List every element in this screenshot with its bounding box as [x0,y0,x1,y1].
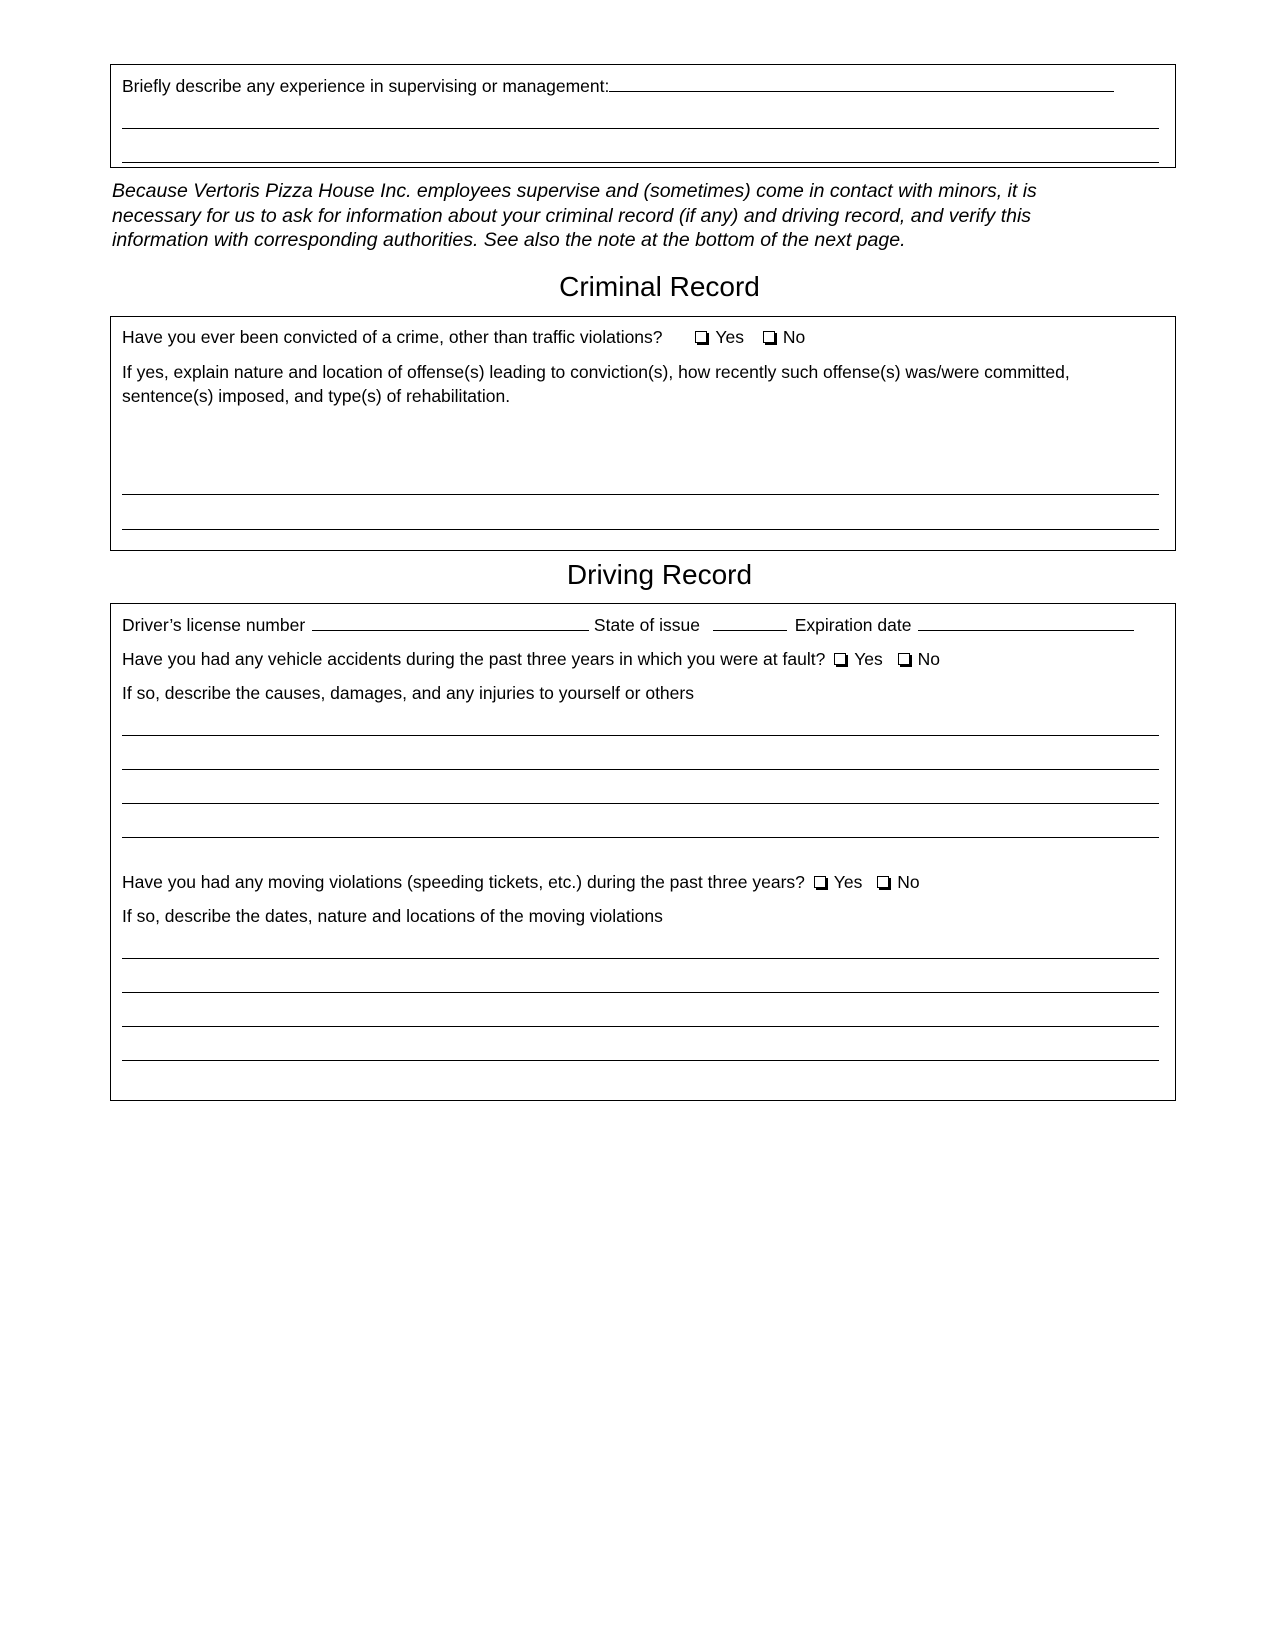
criminal-answer-line-2[interactable] [122,529,1159,530]
violations-answer-line-3[interactable] [122,1026,1159,1027]
accidents-no-label: No [917,649,941,669]
criminal-answer-line-1[interactable] [122,494,1159,495]
state-label: State of issue [593,615,700,635]
criminal-yes-option[interactable] [695,327,744,347]
criminal-record-section [110,316,1176,551]
expiration-label: Expiration date [794,615,912,635]
accidents-answer-line-1[interactable] [122,735,1159,736]
accidents-question-row [122,648,940,670]
supervision-answer-field[interactable] [609,76,1114,92]
violations-answer-line-4[interactable] [122,1060,1159,1061]
accidents-answer-line-3[interactable] [122,803,1159,804]
driving-record-heading: Driving Record [566,559,753,590]
accidents-no-checkbox[interactable] [898,653,910,665]
violations-yes-option[interactable] [814,872,863,892]
violations-question: Have you had any moving violations (speeding tickets, etc.) during the past three years? [122,872,805,892]
accidents-describe-text: If so, describe the causes, damages, and any injuries to yourself or others [122,683,694,703]
violations-question-row [122,871,920,893]
violations-no-option[interactable] [877,872,919,892]
criminal-yes-checkbox[interactable] [695,331,707,343]
accidents-yes-option[interactable] [834,649,883,669]
supervision-answer-line-3[interactable] [122,162,1159,163]
criminal-no-checkbox[interactable] [763,331,775,343]
violations-answer-line-1[interactable] [122,958,1159,959]
supervision-prompt: Briefly describe any experience in supervising or management: [122,76,610,96]
accidents-yes-label: Yes [854,649,883,669]
state-of-issue-field[interactable] [713,615,787,631]
expiration-date-field[interactable] [918,615,1134,631]
criminal-question-row [122,326,805,348]
criminal-yes-label: Yes [715,327,744,347]
accidents-answer-line-2[interactable] [122,769,1159,770]
criminal-no-label: No [782,327,806,347]
supervision-answer-line-2[interactable] [122,128,1159,129]
violations-no-label: No [897,872,920,892]
license-row [122,614,1134,636]
criminal-record-heading: Criminal Record [559,271,760,302]
accidents-no-option[interactable] [898,649,940,669]
criminal-question: Have you ever been convicted of a crime, other than traffic violations? [122,327,663,347]
violations-no-checkbox[interactable] [877,876,889,888]
accidents-answer-line-4[interactable] [122,837,1159,838]
violations-answer-line-2[interactable] [122,992,1159,993]
violations-yes-checkbox[interactable] [814,876,826,888]
violations-describe-text: If so, describe the dates, nature and locations of the moving violations [122,906,663,926]
accidents-question: Have you had any vehicle accidents during the past three years in which you were at fault? [122,649,826,669]
notice-paragraph: Because Vertoris Pizza House Inc. employees supervise and (sometimes) come in contact with minors, it is necessary for us to ask for information about your criminal record (if any) and driving record, and verify this information with corresponding authorities. See also the note at the bottom of the next page. [112,180,1037,251]
license-number-field[interactable] [312,615,589,631]
criminal-explain-text: If yes, explain nature and location of offense(s) leading to conviction(s), how recently such offense(s) was/were committed, sentence(s) imposed, and type(s) of rehabilitation. [122,362,1070,406]
criminal-no-option[interactable] [763,327,805,347]
license-label: Driver’s license number [122,615,306,635]
accidents-yes-checkbox[interactable] [834,653,846,665]
violations-yes-label: Yes [833,872,863,892]
supervision-prompt-row [122,75,1114,97]
